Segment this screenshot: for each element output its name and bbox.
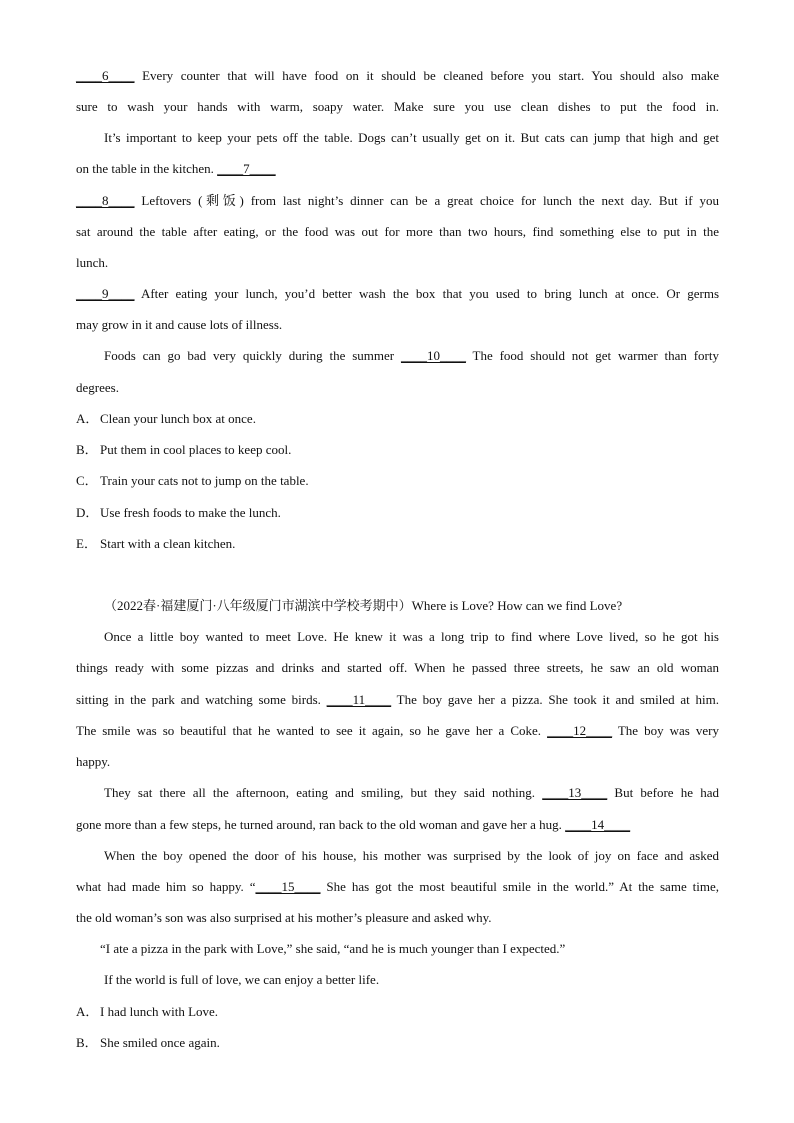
option-text: She smiled once again. <box>100 1035 220 1050</box>
option-letter: B． <box>76 442 98 457</box>
option-text: Clean your lunch box at once. <box>100 411 256 426</box>
option-a[interactable] <box>76 411 719 427</box>
option-text: Train your cats not to jump on the table. <box>100 473 309 488</box>
text: The boy was very <box>612 723 719 738</box>
option-letter: E． <box>76 536 97 551</box>
text: what had made him so happy. “ <box>76 879 256 894</box>
passage2-p1-line1: Once a little boy wanted to meet Love. He knew it was a long trip to find where Love lived, so he got his <box>104 629 719 644</box>
text: But before he had <box>607 785 719 800</box>
passage1-p2-line1: It’s important to keep your pets off the table. Dogs can’t usually get on it. But cats can jump that high and get <box>104 130 719 145</box>
text: sitting in the park and watching some birds. <box>76 692 327 707</box>
option-text: Use fresh foods to make the lunch. <box>100 505 281 520</box>
option-letter: D． <box>76 505 99 520</box>
text: Every counter that will have food on it should be cleaned before you start. You should also make <box>134 68 719 83</box>
option-a-2[interactable] <box>76 1004 719 1020</box>
blank-12[interactable]: ____12____ <box>547 723 613 738</box>
option-d[interactable] <box>76 505 719 521</box>
passage2-p3-line2 <box>76 879 719 895</box>
text: The food should not get warmer than forty <box>465 348 719 363</box>
blank-11[interactable]: ____11____ <box>326 692 392 707</box>
option-c[interactable] <box>76 473 719 489</box>
passage2-p1-line4 <box>76 723 719 739</box>
option-text: Put them in cool places to keep cool. <box>100 442 292 457</box>
option-b[interactable] <box>76 442 719 458</box>
passage2-p2-line1 <box>104 785 719 801</box>
option-text: I had lunch with Love. <box>100 1004 219 1019</box>
passage1-p4-line1 <box>76 286 719 302</box>
option-e[interactable] <box>76 536 719 552</box>
blank-14[interactable]: ____14____ <box>565 817 631 832</box>
passage1-p3-line3: lunch. <box>76 255 109 270</box>
passage2-p5-line1: If the world is full of love, we can enjoy a better life. <box>104 972 380 987</box>
option-letter: B． <box>76 1035 98 1050</box>
option-b-2[interactable] <box>76 1035 719 1051</box>
blank-6[interactable]: ____6____ <box>76 68 135 83</box>
passage2-p1-line3 <box>76 692 719 708</box>
passage2-p2-line2 <box>76 817 719 833</box>
blank-8[interactable]: ____8____ <box>76 193 135 208</box>
passage1-p3-line2: sat around the table after eating, or the food was out for more than two hours, find something else to put in the <box>76 224 719 239</box>
text: The smile was so beautiful that he wanted to see it again, so he gave her a Coke. <box>76 723 548 738</box>
option-letter: A． <box>76 411 99 426</box>
passage1-p1-line2: sure to wash your hands with warm, soapy water. Make sure you use clean dishes to put the food in. <box>76 99 719 114</box>
passage1-p4-line2: may grow in it and cause lots of illness. <box>76 317 283 332</box>
passage2-p4-line1: “I ate a pizza in the park with Love,” she said, “and he is much younger than I expected.” <box>100 941 566 956</box>
passage1-p1-line1 <box>76 68 719 84</box>
text: on the table in the kitchen. <box>76 161 218 176</box>
text: They sat there all the afternoon, eating and smiling, but they said nothing. <box>104 785 543 800</box>
text: The boy gave her a pizza. She took it and smiled at him. <box>391 692 719 707</box>
blank-9[interactable]: ____9____ <box>76 286 135 301</box>
passage1-p5-line1 <box>104 348 719 364</box>
passage1-p2-line2 <box>76 161 719 177</box>
passage1-p3-line1 <box>76 193 719 209</box>
passage2-heading: （2022春·福建厦门·八年级厦门市湖滨中学校考期中）Where is Love? How can we find Love? <box>104 598 623 613</box>
option-letter: C． <box>76 473 98 488</box>
blank-7[interactable]: ____7____ <box>217 161 276 176</box>
passage2-p3-line3: the old woman’s son was also surprised at his mother’s pleasure and asked why. <box>76 910 492 925</box>
blank-13[interactable]: ____13____ <box>542 785 608 800</box>
passage2-p3-line1: When the boy opened the door of his house, his mother was surprised by the look of joy on face and asked <box>104 848 719 863</box>
option-letter: A． <box>76 1004 99 1019</box>
passage2-p1-line2: things ready with some pizzas and drinks and started off. When he passed three streets, he saw an old woman <box>76 660 719 675</box>
passage1-p5-line2: degrees. <box>76 380 119 395</box>
option-text: Start with a clean kitchen. <box>100 536 236 551</box>
text: She has got the most beautiful smile in the world.” At the same time, <box>320 879 719 894</box>
blank-10[interactable]: ____10____ <box>400 348 466 363</box>
passage2-p1-line5: happy. <box>76 754 111 769</box>
text: After eating your lunch, you’d better wash the box that you used to bring lunch at once. Or germs <box>134 286 719 301</box>
blank-15[interactable]: ____15____ <box>255 879 321 894</box>
text: Leftovers (剩饭) from last night’s dinner can be a great choice for lunch the next day. But if you <box>134 193 719 208</box>
text: Foods can go bad very quickly during the summer <box>104 348 401 363</box>
text: gone more than a few steps, he turned around, ran back to the old woman and gave her a hug. <box>76 817 566 832</box>
